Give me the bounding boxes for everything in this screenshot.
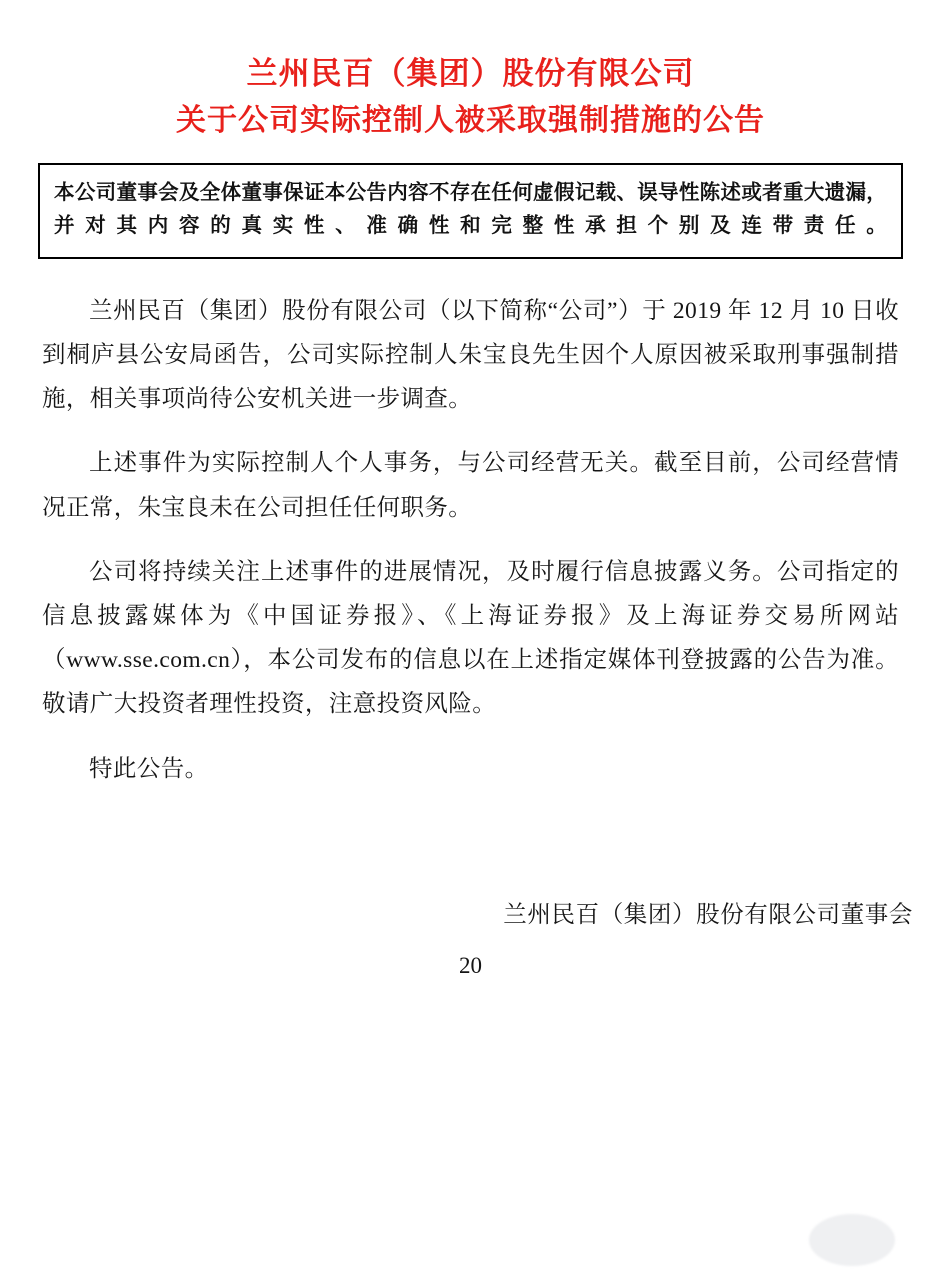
title-line-company: 兰州民百（集团）股份有限公司: [246, 56, 695, 91]
watermark-smudge: [809, 1214, 895, 1266]
page-title: [20, 50, 921, 145]
paragraph: 公司将持续关注上述事件的进展情况，及时履行信息披露义务。公司指定的信息披露媒体为《中国证券报》、《上海证券报》及上海证券交易所网站（www.sse.com.cn），本公司发布的信息以在上述指定媒体刊登披露的公告为准。敬请广大投资者理性投资，注意投资风险。: [42, 558, 899, 718]
page-number: 20: [459, 952, 482, 978]
disclaimer-text: 本公司董事会及全体董事保证本公告内容不存在任何虚假记载、误导性陈述或者重大遗漏，并对其内容的真实性、准确性和完整性承担个别及连带责任。: [54, 181, 887, 237]
paragraph: 特此公告。: [89, 755, 209, 782]
body-content: [42, 289, 899, 791]
signature-block: [20, 895, 921, 929]
signature-text: 兰州民百（集团）股份有限公司董事会: [503, 901, 913, 928]
title-line-subject: 关于公司实际控制人被采取强制措施的公告: [176, 104, 765, 138]
paragraph: 兰州民百（集团）股份有限公司（以下简称“公司”）于 2019 年 12 月 10 日收到桐庐县公安局函告，公司实际控制人朱宝良先生因个人原因被采取刑事强制措施，相关事项尚待公安机关进一步调查。: [42, 297, 899, 413]
disclaimer-box: [38, 163, 903, 259]
paragraph: 上述事件为实际控制人个人事务，与公司经营无关。截至目前，公司经营情况正常，朱宝良未在公司担任任何职务。: [42, 450, 899, 521]
